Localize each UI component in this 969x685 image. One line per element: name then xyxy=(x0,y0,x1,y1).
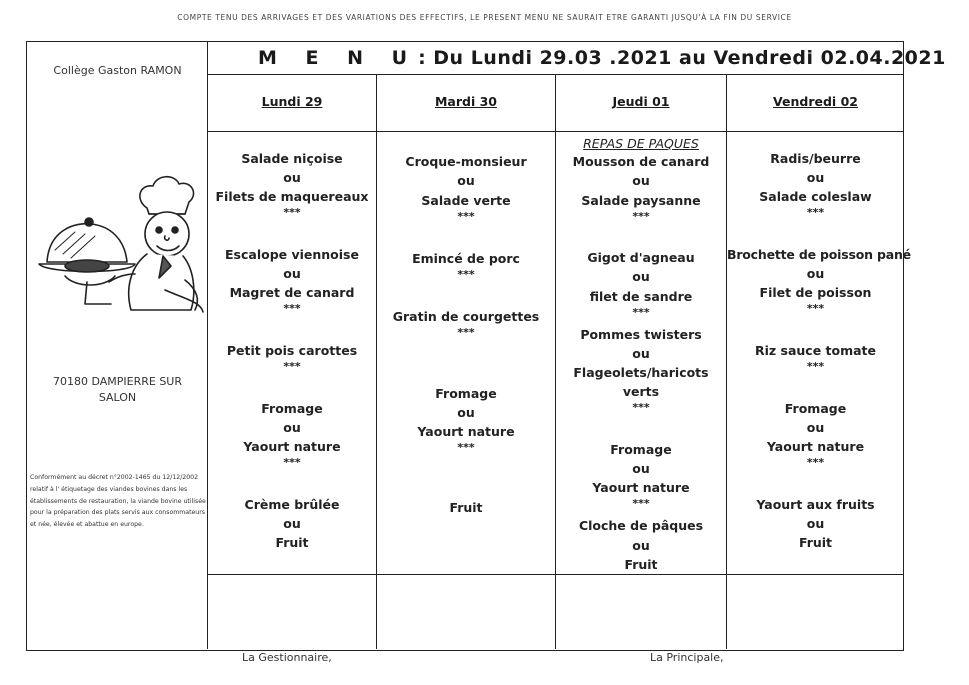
menu-separator: *** xyxy=(806,360,825,373)
menu-item: Gratin de courgettes xyxy=(392,309,540,324)
menu-separator: *** xyxy=(806,206,825,219)
menu-separator: *** xyxy=(283,206,301,219)
menu-or: ou xyxy=(632,538,650,553)
header-disclaimer: COMPTE TENU DES ARRIVAGES ET DES VARIATIONS DES EFFECTIFS, LE PRESENT MENU NE SAURAIT ETRE GARANTI JUSQU'À LA FIN DU SERVICE xyxy=(177,13,792,22)
menu-item: Petit pois carottes xyxy=(226,343,358,358)
menu-or: ou xyxy=(457,405,475,420)
menu-item: Emincé de porc xyxy=(412,251,520,266)
menu-item: Gigot d'agneau xyxy=(587,250,695,265)
page-title xyxy=(208,42,946,74)
menu-item: Filet de poisson xyxy=(759,285,872,300)
menu-or: ou xyxy=(632,461,650,476)
menu-separator: *** xyxy=(457,326,475,339)
menu-item: Fruit xyxy=(624,557,658,572)
menu-separator: *** xyxy=(806,302,825,315)
menu-item: Cloche de pâques xyxy=(578,518,704,533)
menu-item: Fromage xyxy=(435,386,497,401)
menu-or: ou xyxy=(632,346,650,361)
menu-item: Croque-monsieur xyxy=(405,154,527,169)
menu-item: Yaourt aux fruits xyxy=(756,497,875,512)
menu-item: verts xyxy=(622,384,660,399)
menu-item: Fruit xyxy=(449,500,483,515)
menu-or: ou xyxy=(283,420,301,435)
menu-item: Pommes twisters xyxy=(580,327,702,342)
menu-item: Magret de canard xyxy=(229,285,355,300)
header-divider xyxy=(208,131,904,132)
menu-item: Fromage xyxy=(610,442,672,457)
menu-separator: *** xyxy=(632,306,650,319)
menu-item: Fruit xyxy=(798,535,833,550)
menu-item: Yaourt nature xyxy=(592,480,690,495)
day-header: Mardi 30 xyxy=(434,94,498,109)
school-name: Collège Gaston RAMON xyxy=(53,64,182,77)
menu-item: Fruit xyxy=(275,535,309,550)
menu-item: Salade coleslaw xyxy=(759,189,872,204)
menu-separator: *** xyxy=(283,456,301,469)
menu-separator: *** xyxy=(632,401,650,414)
menu-or: ou xyxy=(283,266,301,281)
menu-item: Salade verte xyxy=(421,193,511,208)
day-header: Vendredi 02 xyxy=(773,94,858,109)
address-line: 70180 DAMPIERRE SUR xyxy=(52,375,183,388)
menu-item: Yaourt nature xyxy=(417,424,515,439)
signature-gestionnaire: La Gestionnaire, xyxy=(242,651,332,664)
menu-item: Yaourt nature xyxy=(766,439,865,454)
menu-item: Flageolets/haricots xyxy=(573,365,709,380)
school-address xyxy=(27,374,208,406)
menu-or: ou xyxy=(806,516,825,531)
menu-item: Fromage xyxy=(784,401,847,416)
menu-item: Yaourt nature xyxy=(243,439,341,454)
menu-item: Mousson de canard xyxy=(572,154,710,169)
menu-item: Escalope viennoise xyxy=(225,247,359,262)
menu-item: Salade niçoise xyxy=(241,151,343,166)
title-menu-word: M E N U xyxy=(258,47,419,69)
menu-separator: *** xyxy=(632,210,650,223)
school-info-column xyxy=(27,42,208,649)
menu-separator: *** xyxy=(632,497,650,510)
chef-with-cloche-icon xyxy=(35,170,205,324)
special-meal-label: REPAS DE PAQUES xyxy=(583,136,699,151)
menu-item: Fromage xyxy=(261,401,323,416)
menu-or: ou xyxy=(283,170,301,185)
footer-divider xyxy=(208,574,904,575)
menu-item: Filets de maquereaux xyxy=(215,189,369,204)
menu-frame xyxy=(26,41,946,651)
address-line: SALON xyxy=(98,391,137,404)
menu-item: Radis/beurre xyxy=(770,151,861,166)
menu-separator: *** xyxy=(457,210,475,223)
menu-or: ou xyxy=(457,173,475,188)
menu-or: ou xyxy=(632,269,650,284)
title-divider xyxy=(208,74,904,75)
menu-or: ou xyxy=(806,266,825,281)
beef-origin-notice: Conformément au décret n°2002-1465 du 12/12/2002 relatif à l' étiquetage des viandes bovines dans les établissements de restauration, la viande bovine utilisée pour la préparation des plats servis aux consommateurs et née, élevée et abattue en europe. xyxy=(30,474,206,529)
menu-separator: *** xyxy=(457,268,475,281)
menu-or: ou xyxy=(806,170,825,185)
day-header: Lundi 29 xyxy=(261,94,323,109)
menu-item: Salade paysanne xyxy=(581,193,701,208)
day-header: Jeudi 01 xyxy=(612,94,670,109)
menu-item: Brochette de poisson pané xyxy=(727,247,911,262)
menu-separator: *** xyxy=(457,441,475,454)
menu-separator: *** xyxy=(283,360,301,373)
menu-separator: *** xyxy=(806,456,825,469)
signature-principale: La Principale, xyxy=(650,651,724,664)
menu-separator: *** xyxy=(283,302,301,315)
menu-or: ou xyxy=(632,173,650,188)
menu-item: Riz sauce tomate xyxy=(754,343,877,358)
menu-item: filet de sandre xyxy=(589,289,693,304)
menu-or: ou xyxy=(283,516,301,531)
title-dates: : Du Lundi 29.03 .2021 au Vendredi 02.04.2021 xyxy=(418,47,946,69)
menu-or: ou xyxy=(806,420,825,435)
menu-item: Crème brûlée xyxy=(244,497,340,512)
